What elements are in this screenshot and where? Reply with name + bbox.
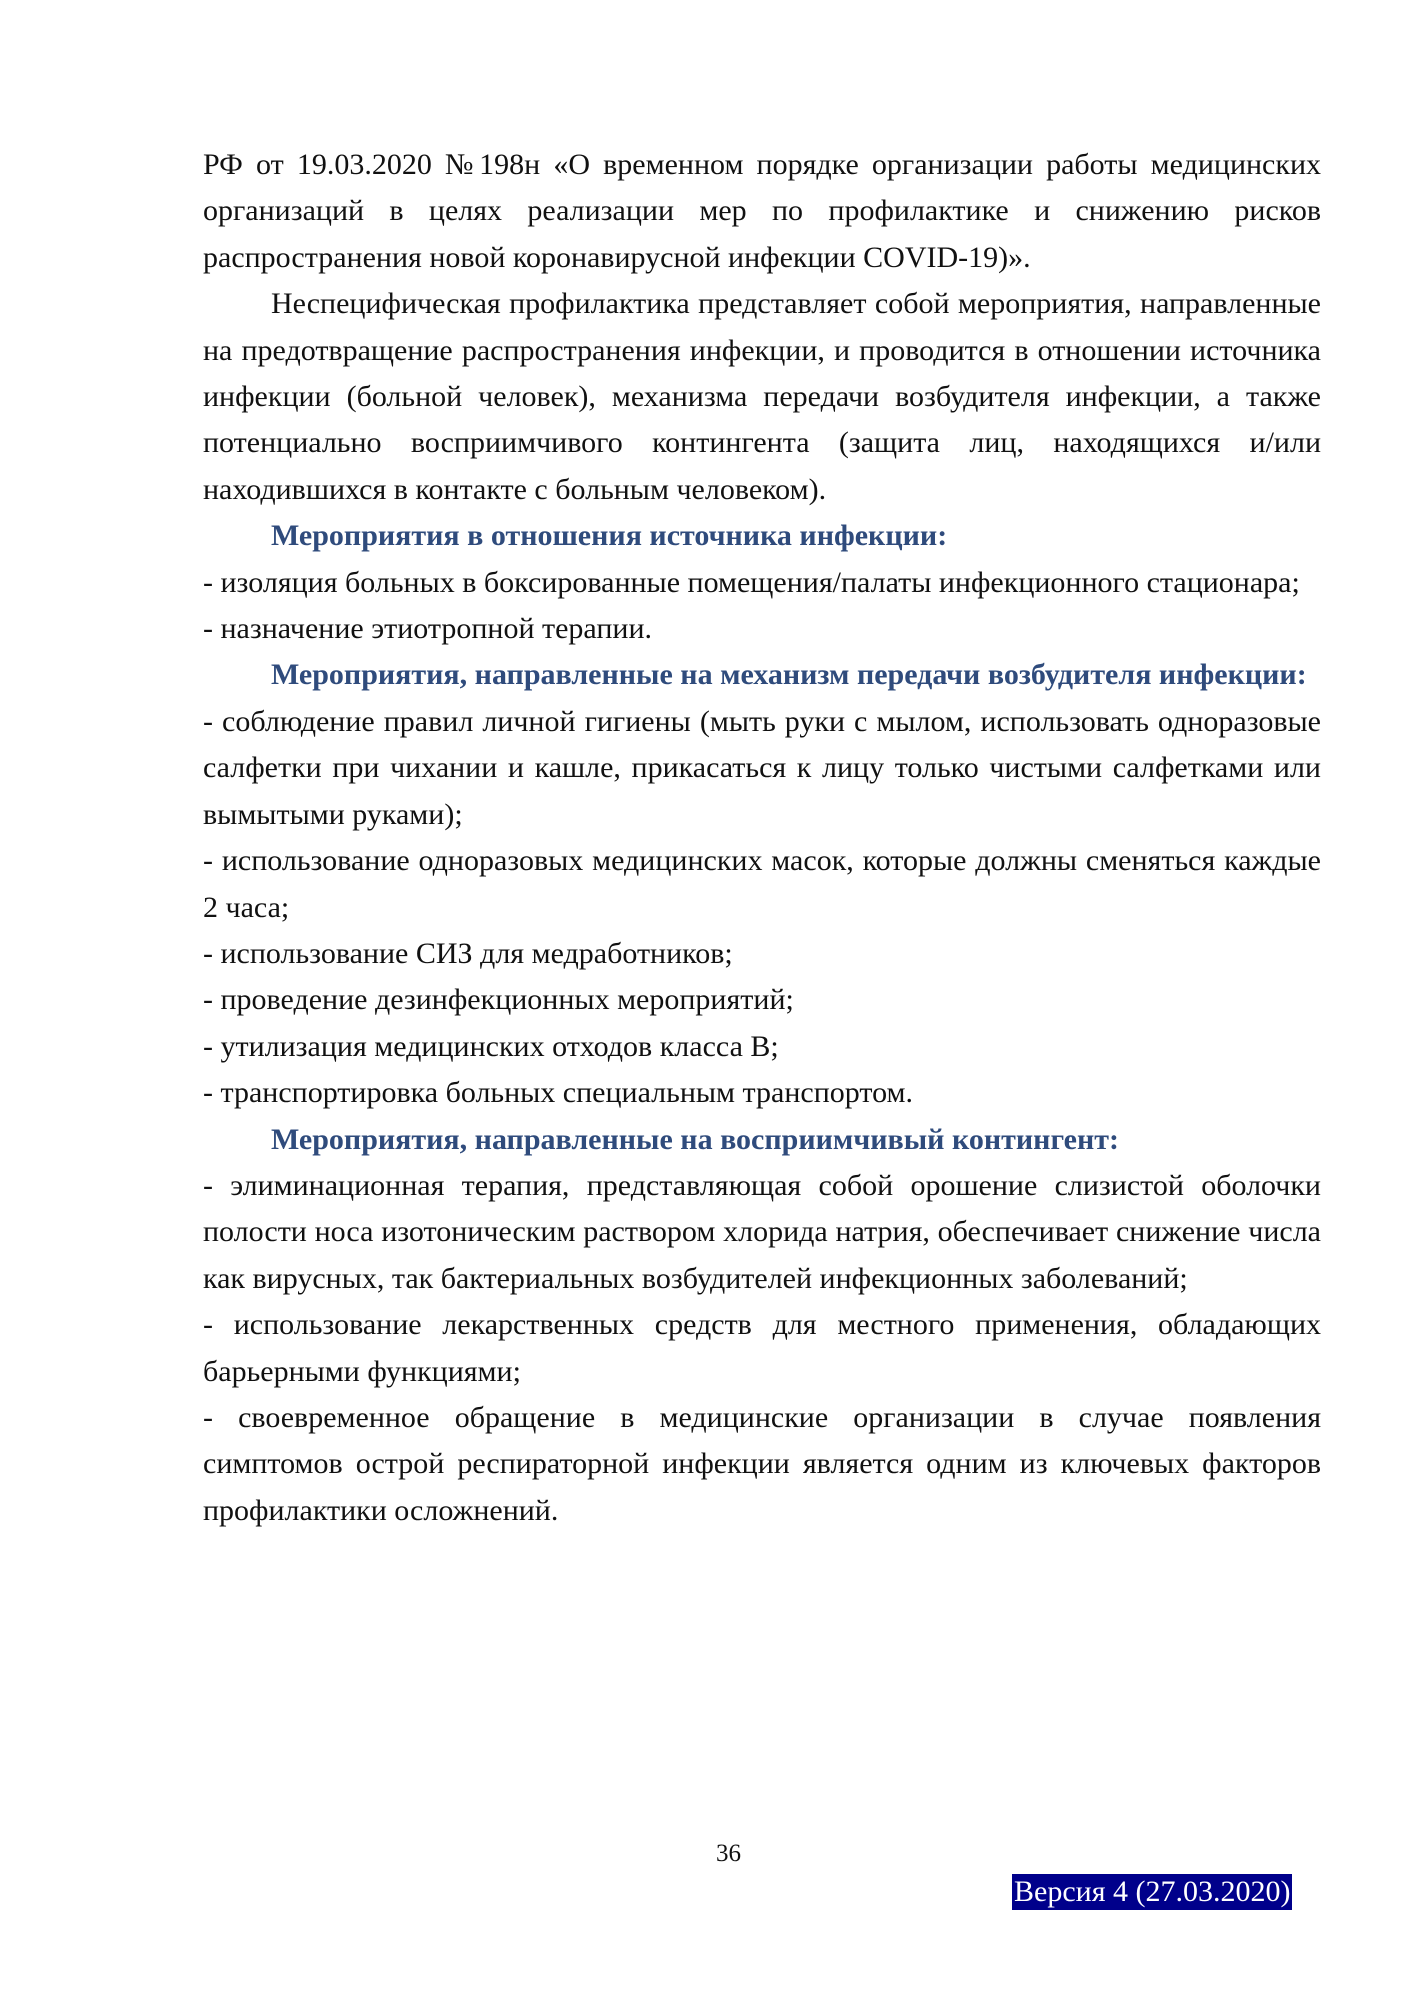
paragraph-order-reference: РФ от 19.03.2020 №198н «О временном порядке организации работы медицинских организаций в целях реализации мер по профилактике и снижению рисков распространения новой коронавирусной инфекции COVID-19)».	[203, 148, 1321, 274]
list-item: - элиминационная терапия, представляющая собой орошение слизистой оболочки полости носа изотоническим раствором хлорида натрия, обеспечивает снижение числа как вирусных, так бактериальных возбудителей инфекционных заболеваний;	[203, 1168, 1321, 1295]
document-body	[203, 142, 1321, 1534]
list-item: - транспортировка больных специальным транспортом.	[203, 1076, 913, 1110]
page-number: 36	[716, 1840, 741, 1867]
paragraph-nonspecific-prevention: Неспецифическая профилактика представляет собой мероприятия, направленные на предотвращение распространения инфекции, и проводится в отношении источника инфекции (больной человек), механизма передачи возбудителя инфекции, а также потенциально восприимчивого контингента (защита лиц, находящихся и/или находившихся в контакте с больным человеком).	[203, 287, 1321, 506]
list-item: - использование СИЗ для медработников;	[203, 936, 733, 970]
version-label: Версия 4 (27.03.2020)	[1014, 1875, 1291, 1908]
list-item: - соблюдение правил личной гигиены (мыть руки с мылом, использовать одноразовые салфетки при чихании и кашле, прикасаться к лицу только чистыми салфетками или вымытыми руками);	[203, 704, 1321, 831]
heading-source-measures: Мероприятия в отношения источника инфекции:	[271, 519, 948, 553]
list-item: - утилизация медицинских отходов класса В;	[203, 1029, 779, 1063]
list-item: - назначение этиотропной терапии.	[203, 612, 653, 646]
heading-transmission-measures: Мероприятия, направленные на механизм передачи возбудителя инфекции:	[271, 658, 1307, 692]
list-item: - использование одноразовых медицинских масок, которые должны сменяться каждые 2 часа;	[203, 844, 1321, 924]
list-item: - изоляция больных в боксированные помещения/палаты инфекционного стационара;	[203, 565, 1300, 599]
list-item: - проведение дезинфекционных мероприятий;	[203, 983, 794, 1017]
list-item: - своевременное обращение в медицинские организации в случае появления симптомов острой респираторной инфекции является одним из ключевых факторов профилактики осложнений.	[203, 1400, 1321, 1527]
list-item: - использование лекарственных средств для местного применения, обладающих барьерными функциями;	[203, 1308, 1321, 1388]
heading-susceptible-measures: Мероприятия, направленные на восприимчивый контингент:	[271, 1122, 1119, 1156]
